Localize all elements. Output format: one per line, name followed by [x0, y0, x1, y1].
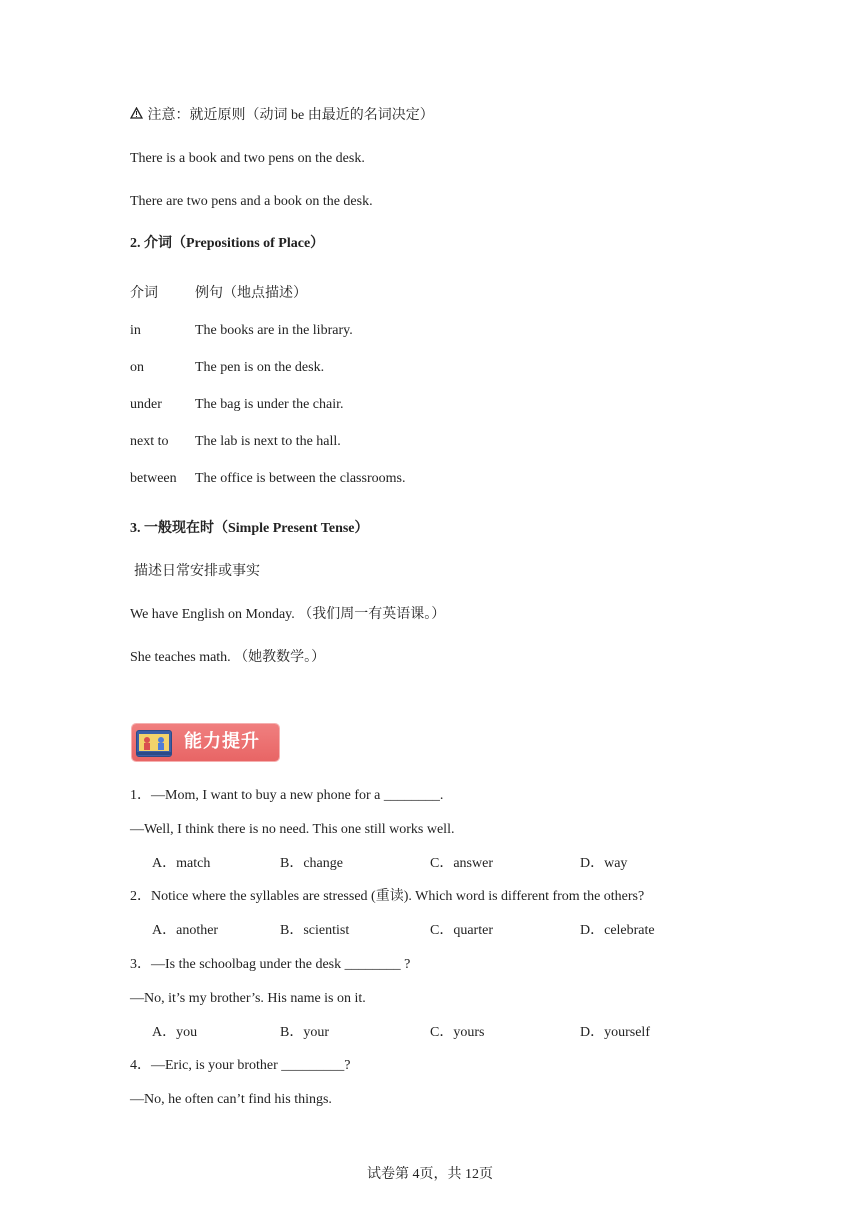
table-header-example: 例句（地点描述）: [195, 286, 307, 301]
table-cell-preposition: on: [130, 360, 144, 375]
question-2-stem: 2．Notice where the syllables are stressed (重读). Which word is different from the others?: [130, 889, 645, 904]
question-1-stem: 1．—Mom, I want to buy a new phone for a ________.: [130, 788, 444, 803]
ability-improvement-banner: [132, 724, 279, 761]
section-description: 描述日常安排或事实: [134, 564, 260, 579]
question-2-option-d: D．celebrate: [580, 923, 655, 938]
question-1-option-b: B．change: [280, 856, 343, 871]
question-2-option-b: B．scientist: [280, 923, 350, 938]
question-3-followup: —No, it’s my brother’s. His name is on it.: [130, 991, 366, 1006]
question-1-option-c: C．answer: [430, 856, 493, 871]
attention-text: 注意：就近原则（动词 be 由最近的名词决定）: [147, 108, 434, 123]
banner-label: 能力提升: [184, 731, 260, 752]
section-heading-prepositions: 2. 介词（Prepositions of Place）: [130, 236, 325, 251]
table-cell-preposition: in: [130, 323, 141, 338]
question-3-option-d: D．yourself: [580, 1025, 650, 1040]
question-3-stem: 3．—Is the schoolbag under the desk ________ ?: [130, 957, 411, 972]
question-1-option-d: D．way: [580, 856, 628, 871]
page-footer: 试卷第 4页，共 12页: [367, 1167, 493, 1182]
table-cell-preposition: under: [130, 397, 162, 412]
table-cell-example: The office is between the classrooms.: [195, 471, 406, 486]
example-sentence-2: There are two pens and a book on the desk.: [130, 194, 373, 209]
example-sentence-1: There is a book and two pens on the desk.: [130, 151, 365, 166]
example-sentence-math: She teaches math. （她教数学。）: [130, 650, 326, 665]
question-1-followup: —Well, I think there is no need. This one still works well.: [130, 822, 455, 837]
question-1-option-a: A．match: [152, 856, 211, 871]
question-4-followup: —No, he often can’t find his things.: [130, 1092, 332, 1107]
question-4-stem: 4．—Eric, is your brother _________?: [130, 1058, 351, 1073]
attention-note: [130, 107, 434, 125]
question-3-option-a: A．you: [152, 1025, 198, 1040]
table-cell-example: The books are in the library.: [195, 323, 353, 338]
example-sentence-monday: We have English on Monday. （我们周一有英语课。）: [130, 607, 446, 622]
question-2-option-a: A．another: [152, 923, 219, 938]
students-icon: [136, 730, 172, 757]
table-cell-preposition: next to: [130, 434, 169, 449]
table-cell-example: The bag is under the chair.: [195, 397, 344, 412]
table-cell-example: The lab is next to the hall.: [195, 434, 341, 449]
table-header-preposition: 介词: [130, 286, 158, 301]
table-cell-example: The pen is on the desk.: [195, 360, 325, 375]
question-2-option-c: C．quarter: [430, 923, 493, 938]
question-3-option-b: B．your: [280, 1025, 329, 1040]
table-cell-preposition: between: [130, 471, 177, 486]
warning-triangle-icon: [130, 107, 144, 125]
section-heading-present-tense: 3. 一般现在时（Simple Present Tense）: [130, 521, 369, 536]
question-3-option-c: C．yours: [430, 1025, 485, 1040]
